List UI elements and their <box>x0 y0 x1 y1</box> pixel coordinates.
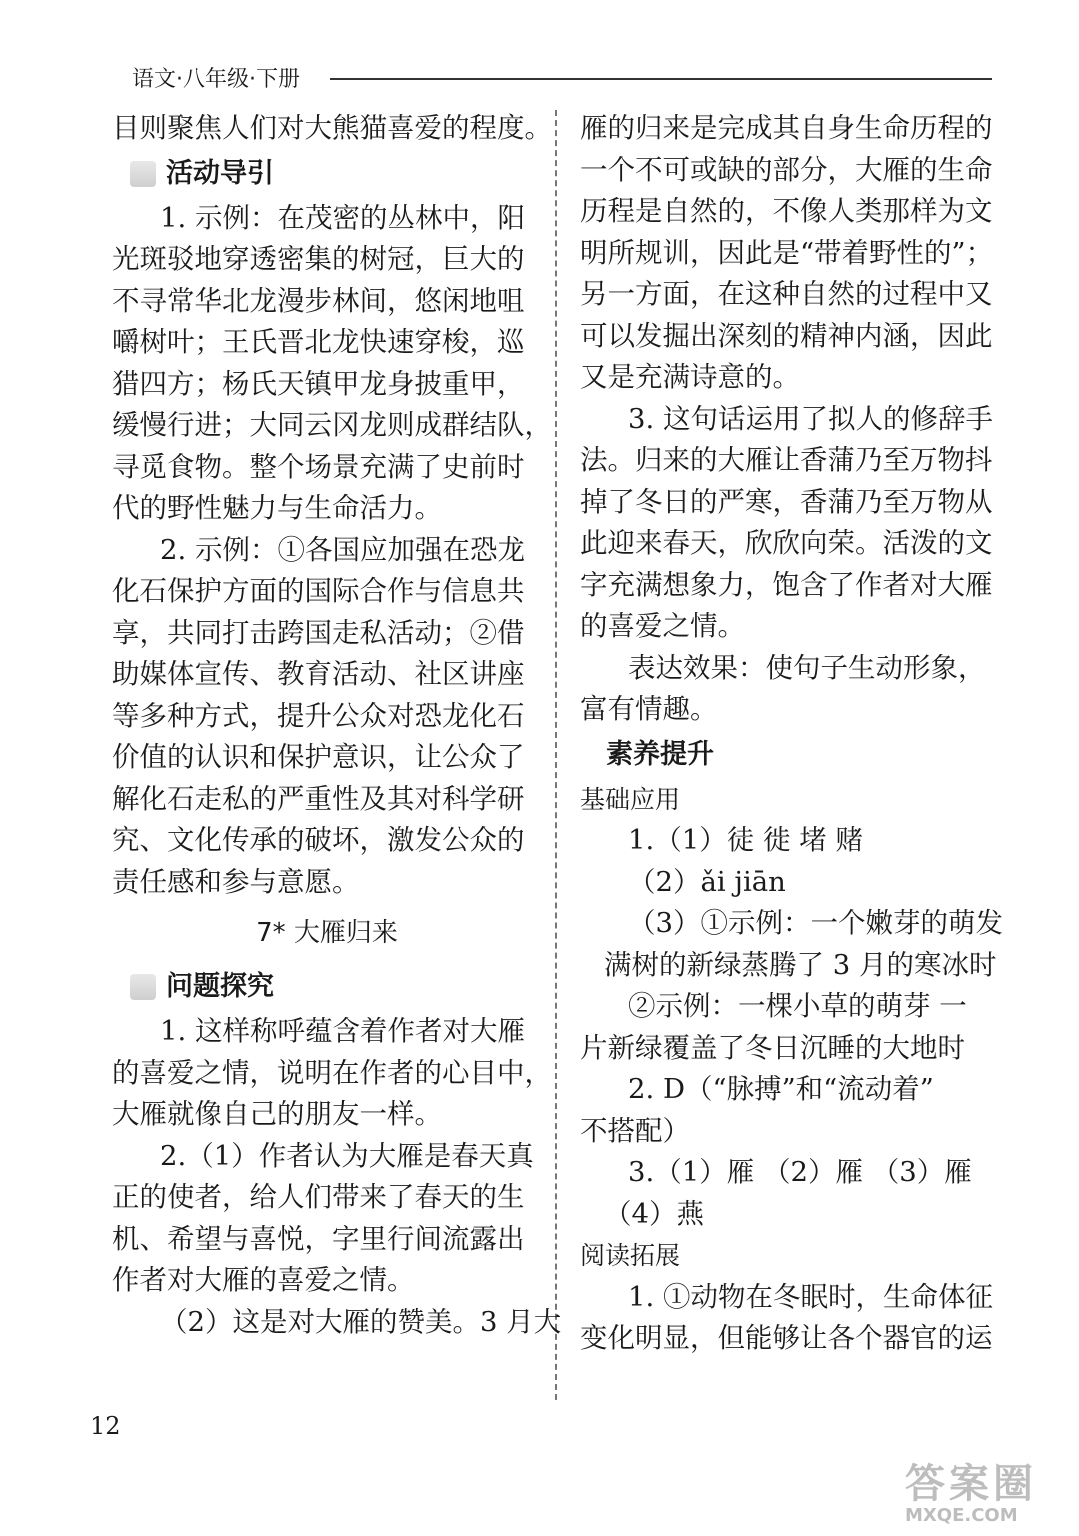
text-line: 3.（1）雁 （2）雁 （3）雁 <box>628 1156 972 1188</box>
watermark-url: MXQE.COM <box>905 1505 1018 1526</box>
column-divider <box>555 110 557 1400</box>
text-line: 化石保护方面的国际合作与信息共 <box>112 575 525 607</box>
text-line: 2. D（“脉搏”和“流动着” <box>628 1073 934 1105</box>
section-heading-inquiry: 问题探究 <box>112 963 542 1011</box>
section-heading-literacy: 素养提升 <box>606 738 714 770</box>
text-line: 另一方面，在这种自然的过程中又 <box>580 278 993 310</box>
text-line: 雁的归来是完成其自身生命历程的 <box>580 112 993 144</box>
text-line: 1. ①动物在冬眠时，生命体征 <box>628 1280 993 1313</box>
text-line: （3）①示例：一个嫩芽的萌发 <box>628 907 1003 939</box>
text-line: 缓慢行进；大同云冈龙则成群结队， <box>112 409 552 441</box>
subsection-label-basic: 基础应用 <box>580 784 681 814</box>
text-line: 的喜爱之情，说明在作者的心目中， <box>112 1056 552 1089</box>
text-line: 又是充满诗意的。 <box>580 361 800 393</box>
text-line: 目则聚焦人们对大熊猫喜爱的程度。 <box>112 112 552 144</box>
subsection-label-reading: 阅读拓展 <box>580 1241 681 1270</box>
watermark-logo <box>905 1462 1065 1528</box>
text-line: 作者对大雁的喜爱之情。 <box>112 1264 415 1296</box>
text-line: 代的野性魅力与生命活力。 <box>112 492 442 524</box>
text-line: 3. 这句话运用了拟人的修辞手 <box>628 402 993 435</box>
text-line: 大雁就像自己的朋友一样。 <box>112 1098 442 1130</box>
text-line: 片新绿覆盖了冬日沉睡的大地时 <box>580 1031 965 1064</box>
text-line: 助媒体宣传、教育活动、社区讲座 <box>112 658 525 690</box>
section-marker-icon <box>130 974 156 1000</box>
text-line: 2. 示例：①各国应加强在恐龙 <box>160 533 525 566</box>
text-line: 责任感和参与意愿。 <box>112 865 360 898</box>
text-line: 正的使者，给人们带来了春天的生 <box>112 1181 525 1213</box>
text-line: 1.（1）徒 徙 堵 赌 <box>628 824 863 856</box>
text-line: 光斑驳地穿透密集的树冠，巨大的 <box>112 243 525 275</box>
text-line: （2）ǎi jiān <box>628 865 786 898</box>
text-line: 价值的认识和保护意识，让公众了 <box>112 741 525 773</box>
text-line: 享，共同打击跨国走私活动；②借 <box>112 616 525 649</box>
text-line: 字充满想象力，饱含了作者对大雁 <box>580 568 993 601</box>
text-line: 究、文化传承的破坏，激发公众的 <box>112 824 525 856</box>
text-line: 此迎来春天，欣欣向荣。活泼的文 <box>580 527 993 559</box>
running-header: 语文·八年级·下册 <box>132 67 300 92</box>
left-column <box>112 108 562 1343</box>
text-line: 的喜爱之情。 <box>580 610 745 642</box>
text-line: 掉了冬日的严寒，香蒲乃至万物从 <box>580 485 993 518</box>
text-line: 2.（1）作者认为大雁是春天真 <box>160 1139 534 1172</box>
watermark-text: 答案圈 <box>905 1461 1037 1507</box>
text-line: 嚼树叶；王氏晋北龙快速穿梭，巡 <box>112 326 525 358</box>
text-line: 等多种方式，提升公众对恐龙化石 <box>112 699 525 732</box>
text-line: 寻觅食物。整个场景充满了史前时 <box>112 450 525 483</box>
text-line: 解化石走私的严重性及其对科学研 <box>112 782 525 815</box>
text-line: 不搭配） <box>580 1114 690 1147</box>
text-line: 可以发掘出深刻的精神内涵，因此 <box>580 319 993 352</box>
text-line: 变化明显，但能够让各个器官的运 <box>580 1322 993 1354</box>
right-column <box>580 108 1003 1360</box>
text-line: 历程是自然的，不像人类那样为文 <box>580 195 993 227</box>
section-heading-activity: 活动导引 <box>112 150 542 198</box>
text-line: 表达效果：使句子生动形象， <box>628 651 986 684</box>
text-line: 富有情趣。 <box>580 693 718 725</box>
text-line: 满树的新绿蒸腾了 3 月的寒冰时 <box>604 948 997 981</box>
text-line: 不寻常华北龙漫步林间，悠闲地咀 <box>112 284 525 317</box>
text-line: （2）这是对大雁的赞美。3 月大 <box>160 1305 562 1338</box>
text-line: 1. 示例：在茂密的丛林中，阳 <box>160 201 525 234</box>
text-line: 法。归来的大雁让香蒲乃至万物抖 <box>580 444 993 476</box>
text-line: 猎四方；杨氏天镇甲龙身披重甲， <box>112 367 525 400</box>
header-rule <box>330 78 992 80</box>
section-marker-icon <box>130 161 156 187</box>
text-line: 明所规训，因此是“带着野性的”； <box>580 236 994 269</box>
page-number: 12 <box>90 1412 121 1440</box>
text-line: ②示例：一棵小草的萌芽 一 <box>628 990 967 1022</box>
lesson-title: 7* 大雁归来 <box>256 918 398 948</box>
text-line: 1. 这样称呼蕴含着作者对大雁 <box>160 1015 525 1047</box>
text-line: 机、希望与喜悦，字里行间流露出 <box>112 1222 525 1255</box>
text-line: 一个不可或缺的部分，大雁的生命 <box>580 153 993 186</box>
text-line: （4）燕 <box>604 1197 704 1230</box>
